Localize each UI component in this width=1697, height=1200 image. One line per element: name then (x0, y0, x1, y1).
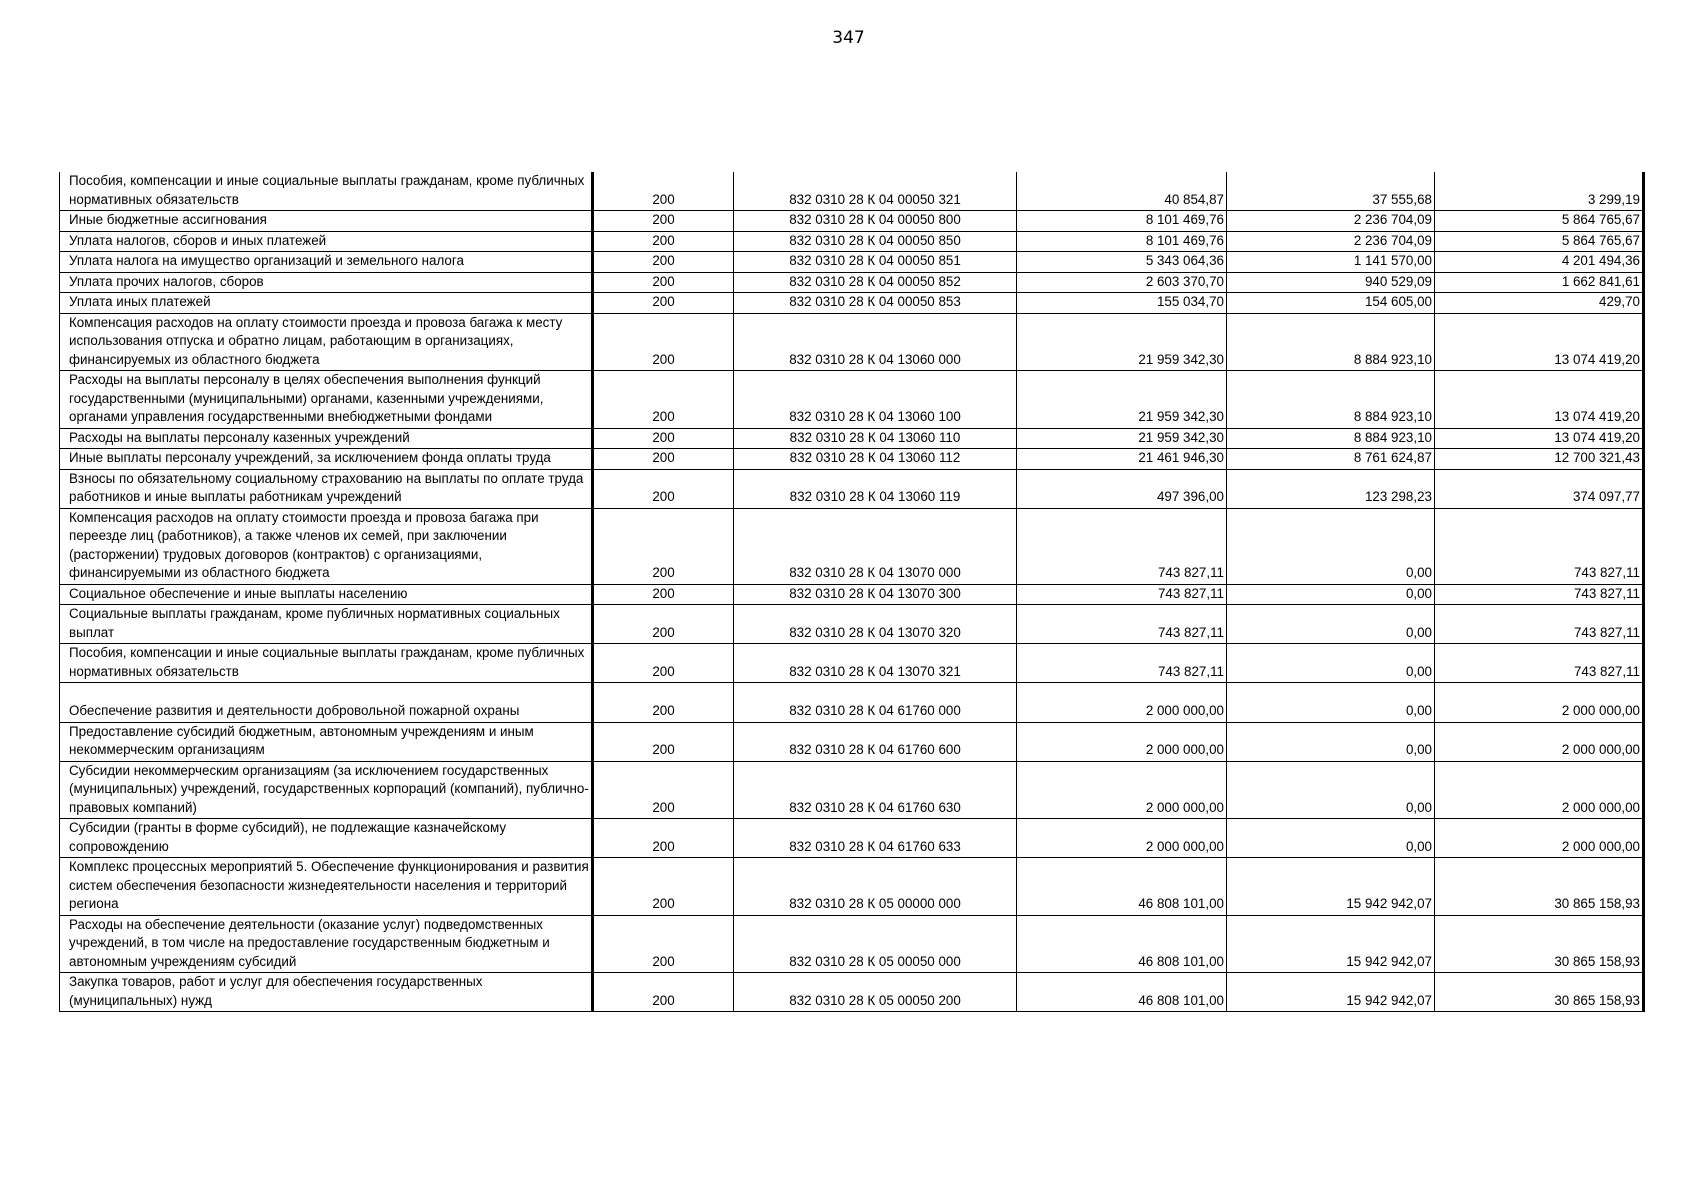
row-name-cell (60, 761, 593, 819)
row-approved-amount-cell: 46 808 101,00 (1017, 915, 1227, 973)
table-row (60, 172, 1644, 211)
row-approved-amount-cell: 743 827,11 (1017, 644, 1227, 683)
row-line-code-cell: 200 (593, 371, 734, 429)
row-classification-code-cell: 832 0310 28 К 04 00050 853 (734, 293, 1017, 314)
row-line-code-cell: 200 (593, 858, 734, 916)
row-executed-amount-cell: 1 141 570,00 (1227, 252, 1435, 273)
row-name-cell (60, 313, 593, 371)
row-unexecuted-amount-cell: 12 700 321,43 (1435, 449, 1644, 470)
row-name-text: Иные выплаты персоналу учреждений, за исключением фонда оплаты труда (69, 450, 551, 465)
row-classification-code-cell: 832 0310 28 К 04 00050 800 (734, 211, 1017, 232)
row-classification-code-cell: 832 0310 28 К 04 61760 000 (734, 683, 1017, 723)
row-line-code-cell: 200 (593, 584, 734, 605)
row-name-text: Пособия, компенсации и иные социальные выплаты гражданам, кроме публичных нормативных обязательств (69, 173, 585, 207)
row-line-code-cell: 200 (593, 211, 734, 232)
table-row (60, 469, 1644, 508)
row-name-cell (60, 428, 593, 449)
row-approved-amount-cell: 743 827,11 (1017, 584, 1227, 605)
row-name-cell (60, 584, 593, 605)
row-classification-code-cell: 832 0310 28 К 04 61760 600 (734, 722, 1017, 761)
table-row (60, 371, 1644, 429)
row-classification-code-cell: 832 0310 28 К 04 00050 850 (734, 231, 1017, 252)
row-name-cell (60, 293, 593, 314)
table-row (60, 722, 1644, 761)
row-approved-amount-cell: 21 959 342,30 (1017, 428, 1227, 449)
row-line-code-cell: 200 (593, 428, 734, 449)
row-name-text: Уплата прочих налогов, сборов (69, 273, 264, 289)
table-row (60, 683, 1644, 723)
row-approved-amount-cell: 40 854,87 (1017, 172, 1227, 211)
row-classification-code-cell: 832 0310 28 К 04 61760 633 (734, 819, 1017, 858)
row-classification-code-cell: 832 0310 28 К 04 00050 852 (734, 272, 1017, 293)
row-executed-amount-cell: 8 884 923,10 (1227, 428, 1435, 449)
row-executed-amount-cell: 2 236 704,09 (1227, 231, 1435, 252)
row-classification-code-cell: 832 0310 28 К 04 13070 300 (734, 584, 1017, 605)
row-name-cell (60, 172, 593, 211)
table-row (60, 272, 1644, 293)
row-line-code-cell: 200 (593, 231, 734, 252)
row-unexecuted-amount-cell: 743 827,11 (1435, 508, 1644, 584)
table-row (60, 858, 1644, 916)
table-row (60, 211, 1644, 232)
table-row (60, 973, 1644, 1012)
row-classification-code-cell: 832 0310 28 К 04 13060 112 (734, 449, 1017, 470)
row-unexecuted-amount-cell: 2 000 000,00 (1435, 761, 1644, 819)
row-unexecuted-amount-cell: 5 864 765,67 (1435, 211, 1644, 232)
row-name-text: Уплата налога на имущество организаций и земельного налога (69, 253, 464, 268)
row-approved-amount-cell: 46 808 101,00 (1017, 973, 1227, 1012)
row-name-text: Уплата иных платежей (69, 294, 211, 309)
row-unexecuted-amount-cell: 3 299,19 (1435, 172, 1644, 211)
row-unexecuted-amount-cell: 743 827,11 (1435, 644, 1644, 683)
row-name-text: Социальное обеспечение и иные выплаты населению (69, 585, 408, 601)
row-approved-amount-cell: 2 000 000,00 (1017, 761, 1227, 819)
row-name-text: Компенсация расходов на оплату стоимости проезда и провоза багажа к месту использования отпуска и обратно лицам, работающим в организациях, финансируемых из областного бюджета (69, 314, 563, 367)
row-approved-amount-cell: 21 959 342,30 (1017, 371, 1227, 429)
row-name-text: Расходы на обеспечение деятельности (оказание услуг) подведомственных учреждений, в том числе на предоставление государственным бюджетным и автономным учреждениям субсидий (69, 916, 550, 969)
row-unexecuted-amount-cell: 429,70 (1435, 293, 1644, 314)
row-executed-amount-cell: 0,00 (1227, 605, 1435, 644)
row-executed-amount-cell: 15 942 942,07 (1227, 858, 1435, 916)
row-classification-code-cell: 832 0310 28 К 04 13060 000 (734, 313, 1017, 371)
row-executed-amount-cell: 123 298,23 (1227, 469, 1435, 508)
row-approved-amount-cell: 2 603 370,70 (1017, 272, 1227, 293)
row-name-text: Субсидии некоммерческим организациям (за исключением государственных (муниципальных) учреждений, государственных корпораций (компаний), публично-правовых компаний) (69, 762, 589, 815)
row-executed-amount-cell: 0,00 (1227, 761, 1435, 819)
row-line-code-cell: 200 (593, 761, 734, 819)
row-name-cell (60, 252, 593, 273)
row-approved-amount-cell: 21 959 342,30 (1017, 313, 1227, 371)
row-line-code-cell: 200 (593, 819, 734, 858)
row-name-cell (60, 858, 593, 916)
row-classification-code-cell: 832 0310 28 К 04 13070 000 (734, 508, 1017, 584)
row-unexecuted-amount-cell: 2 000 000,00 (1435, 722, 1644, 761)
row-name-text: Уплата налогов, сборов и иных платежей (69, 232, 327, 248)
row-executed-amount-cell: 8 884 923,10 (1227, 371, 1435, 429)
row-classification-code-cell: 832 0310 28 К 05 00050 200 (734, 973, 1017, 1012)
row-name-cell (60, 231, 593, 252)
row-line-code-cell: 200 (593, 293, 734, 314)
row-unexecuted-amount-cell: 743 827,11 (1435, 605, 1644, 644)
row-unexecuted-amount-cell: 13 074 419,20 (1435, 428, 1644, 449)
row-classification-code-cell: 832 0310 28 К 04 13060 100 (734, 371, 1017, 429)
row-classification-code-cell: 832 0310 28 К 05 00050 000 (734, 915, 1017, 973)
budget-execution-table (59, 172, 1645, 1012)
row-name-text: Предоставление субсидий бюджетным, автономным учреждениям и иным некоммерческим организациям (69, 723, 534, 757)
row-executed-amount-cell: 0,00 (1227, 508, 1435, 584)
row-name-cell (60, 683, 593, 723)
row-unexecuted-amount-cell: 30 865 158,93 (1435, 973, 1644, 1012)
row-line-code-cell: 200 (593, 252, 734, 273)
table-row (60, 915, 1644, 973)
row-name-text: Иные бюджетные ассигнования (69, 212, 267, 227)
row-unexecuted-amount-cell: 30 865 158,93 (1435, 915, 1644, 973)
table-row (60, 313, 1644, 371)
row-classification-code-cell: 832 0310 28 К 04 00050 851 (734, 252, 1017, 273)
table-row (60, 252, 1644, 273)
row-executed-amount-cell: 0,00 (1227, 722, 1435, 761)
row-name-text: Субсидии (гранты в форме субсидий), не подлежащие казначейскому сопровождению (69, 820, 507, 854)
row-name-text: Закупка товаров, работ и услуг для обеспечения государственных (муниципальных) нужд (69, 974, 483, 1008)
table-row (60, 293, 1644, 314)
row-approved-amount-cell: 743 827,11 (1017, 605, 1227, 644)
table-row (60, 584, 1644, 605)
row-executed-amount-cell: 2 236 704,09 (1227, 211, 1435, 232)
row-unexecuted-amount-cell: 13 074 419,20 (1435, 371, 1644, 429)
row-name-cell (60, 819, 593, 858)
table-row (60, 508, 1644, 584)
row-approved-amount-cell: 5 343 064,36 (1017, 252, 1227, 273)
row-name-cell (60, 272, 593, 293)
table-row (60, 428, 1644, 449)
row-approved-amount-cell: 2 000 000,00 (1017, 819, 1227, 858)
row-classification-code-cell: 832 0310 28 К 04 13060 110 (734, 428, 1017, 449)
row-name-cell (60, 915, 593, 973)
row-name-cell (60, 644, 593, 683)
table-row (60, 761, 1644, 819)
row-name-text: Взносы по обязательному социальному страхованию на выплаты по оплате труда работников и иные выплаты работникам учреждений (69, 470, 584, 504)
row-executed-amount-cell: 0,00 (1227, 644, 1435, 683)
table-row (60, 819, 1644, 858)
row-classification-code-cell: 832 0310 28 К 04 13060 119 (734, 469, 1017, 508)
row-name-cell (60, 371, 593, 429)
row-executed-amount-cell: 940 529,09 (1227, 272, 1435, 293)
row-line-code-cell: 200 (593, 313, 734, 371)
row-line-code-cell: 200 (593, 508, 734, 584)
page-number: 347 (832, 28, 865, 48)
row-unexecuted-amount-cell: 2 000 000,00 (1435, 819, 1644, 858)
row-unexecuted-amount-cell: 2 000 000,00 (1435, 683, 1644, 723)
row-approved-amount-cell: 155 034,70 (1017, 293, 1227, 314)
row-classification-code-cell: 832 0310 28 К 04 13070 321 (734, 644, 1017, 683)
row-executed-amount-cell: 15 942 942,07 (1227, 915, 1435, 973)
row-line-code-cell: 200 (593, 449, 734, 470)
row-name-text: Расходы на выплаты персоналу в целях обеспечения выполнения функций государственными (муниципальными) органами, казенными учреждениями, органами управления государственными внебюджетными фондами (69, 372, 544, 424)
table-row (60, 449, 1644, 470)
row-executed-amount-cell: 0,00 (1227, 584, 1435, 605)
row-name-cell (60, 211, 593, 232)
row-line-code-cell: 200 (593, 172, 734, 211)
row-classification-code-cell: 832 0310 28 К 04 13070 320 (734, 605, 1017, 644)
row-line-code-cell: 200 (593, 272, 734, 293)
row-executed-amount-cell: 15 942 942,07 (1227, 973, 1435, 1012)
row-name-text: Социальные выплаты гражданам, кроме публичных нормативных социальных выплат (69, 606, 560, 640)
table-row (60, 644, 1644, 683)
row-name-text: Обеспечение развития и деятельности добровольной пожарной охраны (69, 703, 520, 718)
row-unexecuted-amount-cell: 30 865 158,93 (1435, 858, 1644, 916)
row-approved-amount-cell: 46 808 101,00 (1017, 858, 1227, 916)
row-name-text: Пособия, компенсации и иные социальные выплаты гражданам, кроме публичных нормативных обязательств (69, 645, 585, 679)
row-unexecuted-amount-cell: 13 074 419,20 (1435, 313, 1644, 371)
row-approved-amount-cell: 8 101 469,76 (1017, 211, 1227, 232)
row-name-cell (60, 469, 593, 508)
row-classification-code-cell: 832 0310 28 К 05 00000 000 (734, 858, 1017, 916)
row-executed-amount-cell: 37 555,68 (1227, 172, 1435, 211)
table-row (60, 605, 1644, 644)
row-name-cell (60, 722, 593, 761)
row-executed-amount-cell: 8 761 624,87 (1227, 449, 1435, 470)
row-name-text: Комплекс процессных мероприятий 5. Обеспечение функционирования и развития систем обеспечения безопасности жизнедеятельности населения и территорий региона (69, 859, 589, 911)
table-row (60, 231, 1644, 252)
row-classification-code-cell: 832 0310 28 К 04 00050 321 (734, 172, 1017, 211)
table-body (60, 172, 1644, 1012)
row-name-cell (60, 508, 593, 584)
row-approved-amount-cell: 21 461 946,30 (1017, 449, 1227, 470)
row-unexecuted-amount-cell: 4 201 494,36 (1435, 252, 1644, 273)
row-name-cell (60, 449, 593, 470)
row-executed-amount-cell: 0,00 (1227, 819, 1435, 858)
row-line-code-cell: 200 (593, 683, 734, 723)
row-line-code-cell: 200 (593, 644, 734, 683)
row-line-code-cell: 200 (593, 973, 734, 1012)
row-approved-amount-cell: 2 000 000,00 (1017, 683, 1227, 723)
row-unexecuted-amount-cell: 374 097,77 (1435, 469, 1644, 508)
row-name-text: Компенсация расходов на оплату стоимости проезда и провоза багажа при переезде лиц (работников), а также членов их семей, при заключении (расторжении) трудовых договоров (контрактов) с организациями, финансируемыми из областного бюджета (69, 509, 539, 580)
row-unexecuted-amount-cell: 1 662 841,61 (1435, 272, 1644, 293)
row-executed-amount-cell: 8 884 923,10 (1227, 313, 1435, 371)
row-classification-code-cell: 832 0310 28 К 04 61760 630 (734, 761, 1017, 819)
row-unexecuted-amount-cell: 5 864 765,67 (1435, 231, 1644, 252)
row-name-text: Расходы на выплаты персоналу казенных учреждений (69, 429, 410, 445)
row-name-cell (60, 605, 593, 644)
row-name-cell (60, 973, 593, 1012)
row-executed-amount-cell: 154 605,00 (1227, 293, 1435, 314)
row-approved-amount-cell: 743 827,11 (1017, 508, 1227, 584)
row-line-code-cell: 200 (593, 469, 734, 508)
row-executed-amount-cell: 0,00 (1227, 683, 1435, 723)
row-line-code-cell: 200 (593, 915, 734, 973)
row-approved-amount-cell: 8 101 469,76 (1017, 231, 1227, 252)
row-line-code-cell: 200 (593, 605, 734, 644)
row-approved-amount-cell: 497 396,00 (1017, 469, 1227, 508)
row-approved-amount-cell: 2 000 000,00 (1017, 722, 1227, 761)
row-line-code-cell: 200 (593, 722, 734, 761)
row-unexecuted-amount-cell: 743 827,11 (1435, 584, 1644, 605)
